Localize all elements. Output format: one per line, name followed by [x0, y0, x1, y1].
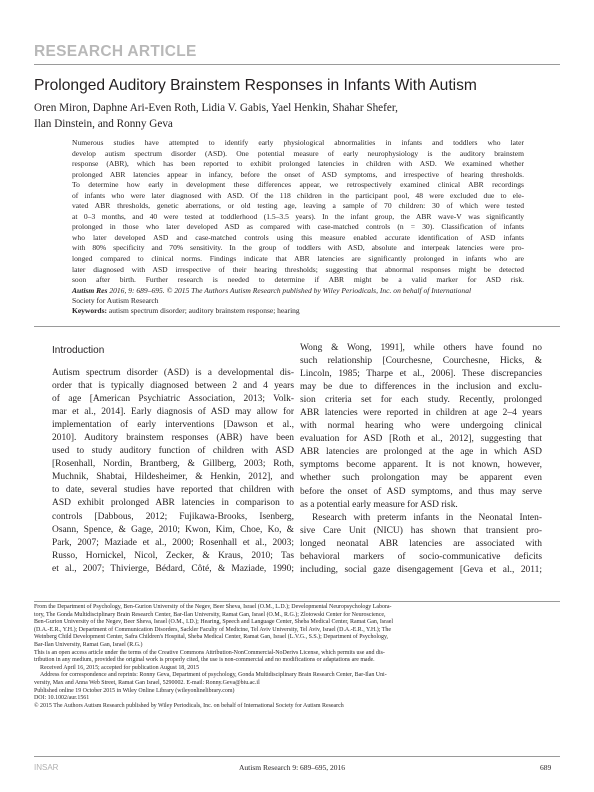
- citation-text: 2016, 9: 689–695. © 2015 The Authors Autism Research published by Wiley Periodicals, Inc. on behalf of International: [109, 285, 472, 295]
- body-text-line: as a potential early measure for ASD risk.: [300, 499, 458, 510]
- footnotes: [34, 604, 560, 710]
- footnote-line: versity, Max and Anna Web Street, Ramat Gan Israel, 5290002. E-mail: Ronny.Geva@biu.ac.il: [34, 679, 260, 686]
- footnote-line: Bar-Ilan University, Ramat Gan, Israel (R.G.): [34, 641, 143, 648]
- abstract-line: who later developed ASD and case-matched controls using this measure enabled accurate identification of ASD infants: [72, 232, 524, 242]
- body-text-line: sion criteria set for each study. Recently, prolonged: [300, 395, 542, 406]
- body-text-line: implementation of early interventions [Dawson et al.,: [52, 420, 294, 431]
- body-text-line: sive Care Unit (NICU) has shown that transient pro-: [300, 525, 542, 536]
- abstract-line: To determine how early in development these differences appear, we retrospectively examined clinical ABR recordings: [72, 180, 524, 190]
- footnote-line: tory, The Gonda Multidisciplinary Brain Research Center, Bar-Ilan University, Ramat Gan, Israel (O.M., R.G.); Zlotowski Center for Neuroscience,: [34, 611, 386, 618]
- header-divider: [34, 64, 560, 65]
- body-text-line: to date, several studies have reported that children with: [52, 485, 294, 496]
- footnote-line: From the Department of Psychology, Ben-Gurion University of the Negev, Beer Sheva, Israel (O.M., L.D.); Developmental Neuropsychology Labora-: [34, 604, 392, 610]
- footnote-line: Received April 16, 2015; accepted for publication August 18, 2015: [40, 664, 200, 671]
- abstract-line: longed compared to clinical norms. Findings indicate that ABR latencies are significantly prolonged in infants who are: [72, 254, 524, 264]
- footnote-divider: [34, 601, 560, 602]
- body-text-line: Research with preterm infants in the Neonatal Inten-: [312, 512, 542, 523]
- keywords-text: autism spectrum disorder; auditory brainstem response; hearing: [108, 306, 300, 315]
- abstract-line: response (ABR), which has been reported to exhibit prolonged latencies in children with ASD. We examined whether: [72, 159, 524, 169]
- footer-society: INSAR: [34, 763, 59, 772]
- abstract-line: soon after birth. Further research is needed to determine if ABR might be a valid marker for ASD risk.: [72, 275, 524, 285]
- abstract-line: develop autism spectrum disorder (ASD). One potential measure of early neurophysiology is the auditory brainstem: [72, 148, 524, 158]
- footer-journal: Autism Research 9: 689–695, 2016: [239, 763, 346, 772]
- abstract-line: prolonged in those who later developed ASD as compared with case-matched controls (n = 30). Classification of infants: [72, 222, 524, 232]
- body-text-line: Wong & Wong, 1991], while others have found no: [300, 343, 542, 353]
- footnote-line: This is an open access article under the terms of the Creative Commons Attribution-NonCommercial-NoDerivs License, which permits use and dis-: [34, 649, 385, 656]
- abstract-line: later diagnosed with ASD irrespective of their hearing thresholds; suggesting that abnormal responses might be detected: [72, 264, 524, 274]
- body-text-line: mar et al., 2014]. Early diagnosis of ASD may allow for: [52, 407, 294, 418]
- abstract-line: Numerous studies have attempted to identify early physiological abnormalities in infants and toddlers who later: [72, 138, 524, 147]
- keywords-label: Keywords:: [72, 306, 107, 315]
- abstract: [72, 138, 524, 307]
- body-column-right: [300, 342, 542, 577]
- body-text-line: used to study auditory function of children with ASD: [52, 446, 294, 457]
- footnote-line: (D.A.-E.R., Y.H.); Department of Communication Disorders, Sackler Faculty of Medicine, Tel Aviv University, Tel Aviv, Israel (D.A.-E.R., Y.H.); The: [34, 626, 391, 633]
- body-text-line: ABR latencies are prolonged at the age in which ASD: [300, 447, 542, 458]
- body-text-line: longed neonatal ABR latencies are associated with: [300, 538, 542, 549]
- body-text-line: et al., 2007; Thivierge, Bédard, Côté, & Maziade, 1990;: [52, 563, 294, 574]
- body-text-line: Park, 2007; Maziade et al., 2000; Rosenhall et al., 2003;: [52, 537, 294, 548]
- author-list: [34, 100, 554, 132]
- footer-divider: [34, 756, 560, 757]
- body-text-line: behavioral markers of socio-communicative deficits: [300, 551, 542, 562]
- citation-journal: Autism Res: [72, 285, 108, 295]
- abstract-line: vated ABR thresholds, genetic aberrations, or old testing age, leaving a sample of 70 children: 30 of which were tested: [72, 201, 524, 211]
- body-text-line: before the onset of ASD symptoms, and thus may serve: [300, 486, 542, 497]
- body-column-left: [52, 367, 294, 576]
- article-title: Prolonged Auditory Brainstem Responses in Infants With Autism: [34, 77, 477, 94]
- body-text-line: Muchnik, Shabtai, Hildesheimer, & Henkin, 2012], and: [52, 472, 294, 483]
- body-text-line: Autism spectrum disorder (ASD) is a developmental dis-: [52, 368, 294, 378]
- author-line: Oren Miron, Daphne Ari-Even Roth, Lidia V. Gabis, Yael Henkin, Shahar Shefer,: [34, 102, 398, 114]
- body-text-line: such relationship [Courchesne, Courchesne, Hicks, &: [300, 356, 542, 367]
- body-text-line: including, social gaze disengagement [Geva et al., 2011;: [300, 564, 542, 575]
- abstract-line: with 80% specificity and 70% sensitivity. In the group of toddlers with ASD, absolute and interpeak latencies were pro-: [72, 243, 524, 253]
- body-text-line: ASD exhibit prolonged ABR latencies in comparison to: [52, 498, 294, 509]
- body-text-line: order that is typically diagnosed between 2 and 4 years: [52, 381, 294, 392]
- footnote-line: DOI: 10.1002/aur.1561: [34, 695, 90, 702]
- body-text-line: may be due to differences in the inclusion and exclu-: [300, 382, 542, 393]
- footnote-line: © 2015 The Authors Autism Research published by Wiley Periodicals, Inc. on behalf of International Society for Autism Research: [34, 702, 344, 709]
- body-text-line: Osann, Spence, & Gage, 2010; Kwon, Kim, Choe, Ko, &: [52, 524, 294, 535]
- body-text-line: Lincoln, 1985; Tharpe et al., 2006]. These discrepancies: [300, 369, 542, 380]
- abstract-divider: [34, 326, 560, 327]
- body-text-line: [Rosenhall, Nordin, Brantberg, & Gillberg, 2003; Roth,: [52, 459, 294, 470]
- footnote-line: Published online 19 October 2015 in Wiley Online Library (wileyonlinelibrary.com): [34, 687, 235, 694]
- footnote-line: Ben-Gurion University of the Negev, Beer Sheva, Israel (O.M., I.D.); Hearing, Speech and Language Center, Sheba Medical Center, Ramat Gan, Israel: [34, 619, 394, 626]
- abstract-citation: [72, 286, 524, 297]
- footnote-line: Weinberg Child Development Center, Safra Children's Hospital, Sheba Medical Center, Ramat Gan, Israel (L.V.G., S.S.); Department of Psychology,: [34, 634, 389, 641]
- page-number: 689: [540, 763, 552, 772]
- abstract-line: prolonged ABR latencies appear in infancy, before the onset of ASD symptoms, and irrespective of hearing thresholds.: [72, 169, 524, 179]
- keywords: [72, 306, 300, 315]
- body-text-line: symptoms become apparent. It is not known, however,: [300, 460, 542, 471]
- section-heading-introduction: Introduction: [52, 345, 105, 356]
- abstract-citation-end: Society for Autism Research: [72, 296, 159, 306]
- body-text-line: of age [American Psychiatric Association, 2013; Volk-: [52, 394, 294, 405]
- body-text-line: evaluation for ASD [Roth et al., 2012], suggesting that: [300, 434, 542, 445]
- body-text-line: controls [Dabbous, 2012; Fujikawa-Brooks, Isenberg,: [52, 511, 294, 522]
- body-text-line: ABR latencies were reported in children at age 2–4 years: [300, 408, 542, 419]
- body-text-line: whether such prolongation may be apparent even: [300, 473, 542, 484]
- footnote-line: tribution in any medium, provided the original work is properly cited, the use is non-commercial and no modifications or adaptations are made.: [34, 657, 375, 664]
- body-text-line: with normal hearing who were undergoing clinical: [300, 421, 542, 432]
- abstract-line: at 0–3 months, and 40 were tested at toddlerhood (1.5–3.5 years). In the infant group, the ABR wave-V was significantly: [72, 211, 524, 221]
- author-line: Ilan Dinstein, and Ronny Geva: [34, 118, 173, 130]
- section-label: RESEARCH ARTICLE: [34, 43, 197, 60]
- body-text-line: 2010]. Auditory brainstem responses (ABR) have been: [52, 433, 294, 444]
- abstract-line: of infants who were later diagnosed with ASD. Of the 118 children in the participant pool, 48 were excluded due to ele-: [72, 190, 524, 200]
- body-text-line: Russo, Hornickel, Nicol, Zecker, & Kraus, 2010; Tas: [52, 550, 294, 561]
- footnote-line: Address for correspondence and reprints: Ronny Geva, Department of psychology, Gonda Multidisciplinary Brain Research Center, Bar-Ilan Uni-: [40, 672, 387, 679]
